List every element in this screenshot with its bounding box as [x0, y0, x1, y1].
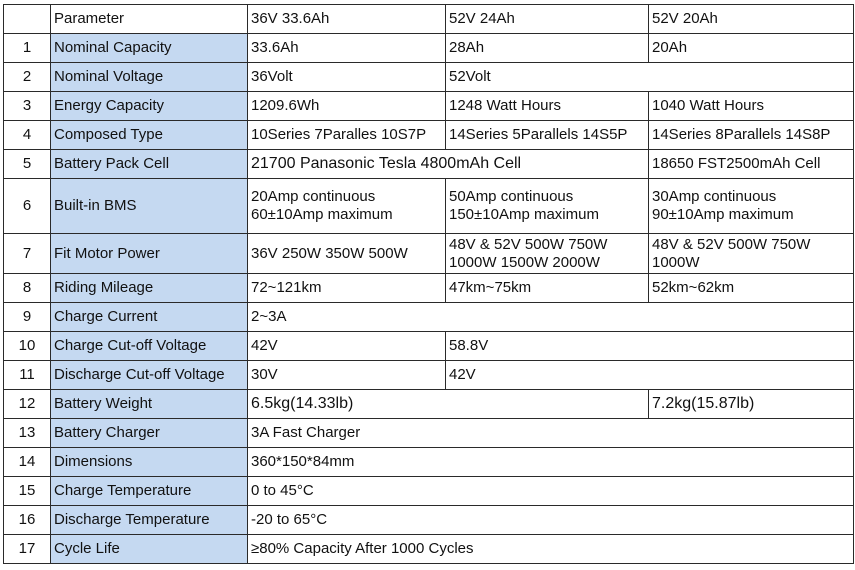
- value-36v: 30V: [248, 361, 446, 390]
- value-52v-20ah: 18650 FST2500mAh Cell: [649, 150, 854, 179]
- value-line: 30Amp continuous: [652, 188, 777, 205]
- value-all: 2~3A: [248, 303, 854, 332]
- table-row: [4, 448, 854, 477]
- value-line: 1000W: [652, 253, 700, 271]
- value-line: 90±10Amp maximum: [652, 206, 794, 223]
- row-number: 5: [4, 150, 51, 179]
- row-label: Composed Type: [51, 121, 248, 150]
- header-52v-24ah: 52V 24Ah: [446, 5, 649, 34]
- table-row: [4, 361, 854, 390]
- table-row: [4, 332, 854, 361]
- table-row: [4, 121, 854, 150]
- value-all: ≥80% Capacity After 1000 Cycles: [248, 535, 854, 564]
- row-label: Nominal Voltage: [51, 63, 248, 92]
- row-label: Battery Pack Cell: [51, 150, 248, 179]
- value-line: 50Amp continuous: [449, 188, 574, 205]
- value-weight-shared: 6.5kg(14.33lb): [248, 390, 649, 419]
- battery-spec-table: [3, 4, 854, 564]
- value-line: 150±10Amp maximum: [449, 206, 599, 223]
- row-label: Charge Temperature: [51, 477, 248, 506]
- value-52v-24ah: 1248 Watt Hours: [446, 92, 649, 121]
- value-52v-24ah: 14Series 5Parallels 14S5P: [446, 121, 649, 150]
- table-header-row: [4, 5, 854, 34]
- table-row: [4, 535, 854, 564]
- table-row: [4, 179, 854, 234]
- value-line: 48V & 52V 500W 750W: [449, 235, 608, 253]
- value-21700-cell: 21700 Panasonic Tesla 4800mAh Cell: [248, 150, 649, 179]
- value-36v: 72~121km: [248, 274, 446, 303]
- row-label: Battery Weight: [51, 390, 248, 419]
- value-36v: 36Volt: [248, 63, 446, 92]
- row-number: 1: [4, 34, 51, 63]
- row-number: 8: [4, 274, 51, 303]
- header-num-cell: [4, 5, 51, 34]
- header-36v-33-6ah: 36V 33.6Ah: [248, 5, 446, 34]
- table-row: [4, 34, 854, 63]
- table-row: [4, 506, 854, 535]
- row-label: Cycle Life: [51, 535, 248, 564]
- row-number: 15: [4, 477, 51, 506]
- row-number: 7: [4, 234, 51, 274]
- value-52v-shared: 52Volt: [446, 63, 854, 92]
- row-number: 16: [4, 506, 51, 535]
- row-number: 9: [4, 303, 51, 332]
- row-label: Charge Current: [51, 303, 248, 332]
- table-row: [4, 150, 854, 179]
- table-row: [4, 303, 854, 332]
- value-all: 360*150*84mm: [248, 448, 854, 477]
- value-52v-20ah: [649, 179, 854, 234]
- value-52v-20ah: 7.2kg(15.87lb): [649, 390, 854, 419]
- value-all: -20 to 65°C: [248, 506, 854, 535]
- row-label: Nominal Capacity: [51, 34, 248, 63]
- row-number: 2: [4, 63, 51, 92]
- value-52v-20ah: 20Ah: [649, 34, 854, 63]
- row-number: 12: [4, 390, 51, 419]
- value-all: 0 to 45°C: [248, 477, 854, 506]
- row-label: Built-in BMS: [51, 179, 248, 234]
- row-label: Discharge Cut-off Voltage: [51, 361, 248, 390]
- value-52v-shared: 42V: [446, 361, 854, 390]
- row-number: 17: [4, 535, 51, 564]
- value-line: 60±10Amp maximum: [251, 206, 393, 223]
- row-label: Battery Charger: [51, 419, 248, 448]
- value-36v: 36V 250W 350W 500W: [248, 234, 446, 274]
- table-row: [4, 92, 854, 121]
- value-52v-shared: 58.8V: [446, 332, 854, 361]
- value-line: 1000W 1500W 2000W: [449, 253, 600, 271]
- row-number: 14: [4, 448, 51, 477]
- row-number: 11: [4, 361, 51, 390]
- value-52v-20ah: 1040 Watt Hours: [649, 92, 854, 121]
- header-parameter: Parameter: [51, 5, 248, 34]
- value-36v: 10Series 7Paralles 10S7P: [248, 121, 446, 150]
- row-number: 3: [4, 92, 51, 121]
- table-row: [4, 274, 854, 303]
- row-label: Dimensions: [51, 448, 248, 477]
- value-36v: 42V: [248, 332, 446, 361]
- header-52v-20ah: 52V 20Ah: [649, 5, 854, 34]
- value-36v: 1209.6Wh: [248, 92, 446, 121]
- value-52v-24ah: [446, 179, 649, 234]
- row-label: Charge Cut-off Voltage: [51, 332, 248, 361]
- table-row: [4, 234, 854, 274]
- row-number: 6: [4, 179, 51, 234]
- value-52v-20ah: [649, 234, 854, 274]
- row-label: Discharge Temperature: [51, 506, 248, 535]
- table-row: [4, 419, 854, 448]
- value-52v-20ah: 14Series 8Parallels 14S8P: [649, 121, 854, 150]
- value-36v: 33.6Ah: [248, 34, 446, 63]
- table-row: [4, 477, 854, 506]
- value-all: 3A Fast Charger: [248, 419, 854, 448]
- row-number: 4: [4, 121, 51, 150]
- table-row: [4, 63, 854, 92]
- row-label: Riding Mileage: [51, 274, 248, 303]
- value-52v-24ah: 47km~75km: [446, 274, 649, 303]
- value-line: 48V & 52V 500W 750W: [652, 235, 811, 253]
- value-52v-20ah: 52km~62km: [649, 274, 854, 303]
- row-number: 13: [4, 419, 51, 448]
- value-line: 20Amp continuous: [251, 188, 376, 205]
- table-row: [4, 390, 854, 419]
- value-52v-24ah: 28Ah: [446, 34, 649, 63]
- row-label: Energy Capacity: [51, 92, 248, 121]
- row-number: 10: [4, 332, 51, 361]
- value-52v-24ah: [446, 234, 649, 274]
- value-36v: [248, 179, 446, 234]
- row-label: Fit Motor Power: [51, 234, 248, 274]
